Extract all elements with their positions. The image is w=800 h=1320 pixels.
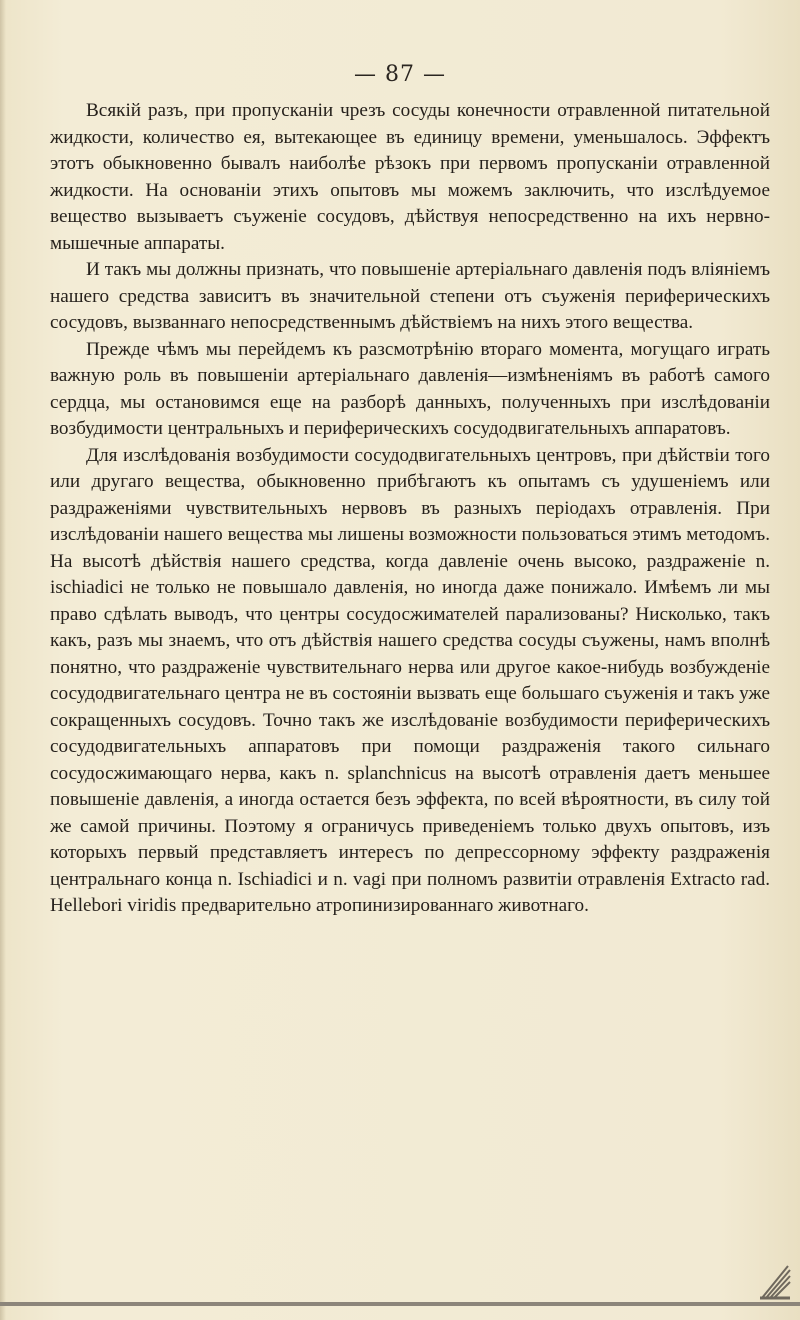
paragraph-2: И такъ мы должны признать, что повышеніе артеріальнаго давленія подъ вліяніемъ нашего средства зависитъ въ значительной степени отъ съуженія периферическихъ сосудовъ, вызваннаго непосредственнымъ дѣйствіемъ на нихъ этого вещества. (50, 259, 770, 333)
scan-bottom-edge (0, 1302, 800, 1306)
paragraph-3: Прежде чѣмъ мы перейдемъ къ разсмотрѣнію втораго момента, могущаго играть важную роль въ повышеніи артеріальнаго давленія—измѣненіямъ въ работѣ самого сердца, мы остановимся еще на разборѣ данныхъ, полученныхъ при изслѣдованіи возбудимости центральныхъ и периферическихъ сосудодвигательныхъ аппаратовъ. (50, 338, 770, 439)
page-edge-shadow (0, 0, 6, 1320)
body-text (50, 98, 770, 920)
corner-stamp-icon (758, 1260, 792, 1300)
paragraph-1: Всякій разъ, при пропусканіи чрезъ сосуды конечности отравленной питательной жидкости, количество ея, вытекающее въ единицу времени, уменьшалось. Эффектъ этотъ обыкновенно бывалъ наиболѣе рѣзокъ при первомъ пропусканіи отравленной жидкости. На основаніи этихъ опытовъ мы можемъ заключить, что изслѣдуемое вещество вызываетъ съуженіе сосудовъ, дѣйствуя непосредственно на ихъ нервно-мышечные аппараты. (50, 100, 770, 254)
paragraph-4: Для изслѣдованія возбудимости сосудодвигательныхъ центровъ, при дѣйствіи того или другаго вещества, обыкновенно прибѣгаютъ къ опытамъ съ удушеніемъ или раздраженіями чувствительныхъ нервовъ въ разныхъ періодахъ отравленія. При изслѣдованіи нашего вещества мы лишены возможности пользоваться этимъ методомъ. На высотѣ дѣйствія нашего средства, когда давленіе очень высоко, раздраженіе n. ischiadici не только не повышало давленія, но иногда даже понижало. Имѣемъ ли мы право сдѣлать выводъ, что центры сосудосжимателей парализованы? Нисколько, такъ какъ, разъ мы знаемъ, что отъ дѣйствія нашего средства сосуды съужены, намъ вполнѣ понятно, что раздраженіе чувствительнаго нерва или другое какое-нибудь возбужденіе сосудодвигательнаго центра не въ состояніи вызвать еще большаго съуженія и такъ уже сокращенныхъ сосудовъ. Точно такъ же изслѣдованіе возбудимости периферическихъ сосудодвигательныхъ аппаратовъ при помощи раздраженія такого сильнаго сосудосжимающаго нерва, какъ n. splanchnicus на высотѣ отравленія даетъ меньшее повышеніе давленія, а иногда остается безъ эффекта, по всей вѣроятности, въ силу той же самой причины. Поэтому я ограничусь приведеніемъ только двухъ опытовъ, изъ которыхъ первый представляетъ интересъ по депрессорному эффекту раздраженія центральнаго конца n. Ischiadici и n. vagi при полномъ развитіи отравленія Extracto rad. Hellebori viridis предварительно атропинизированнаго животнаго. (50, 444, 770, 916)
page-number: — 87 — (354, 62, 446, 87)
